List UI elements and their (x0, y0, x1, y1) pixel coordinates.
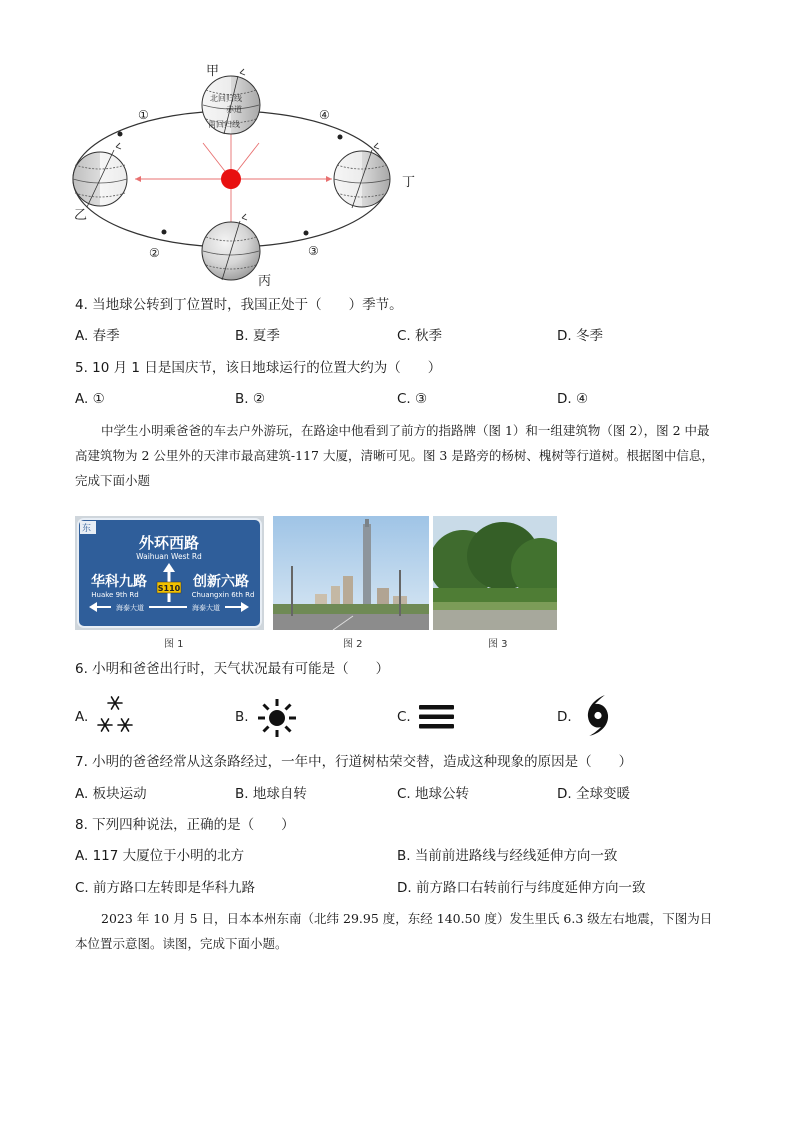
sign-bottom-left: 海泰大道 (116, 604, 144, 612)
q8-option-c[interactable]: C. 前方路口左转即是华科九路 (75, 880, 256, 896)
q7-option-c[interactable]: C. 地球公转 (397, 786, 470, 802)
q5-option-b[interactable]: B. ② (235, 391, 265, 407)
q7-option-b[interactable]: B. 地球自转 (235, 786, 307, 802)
earth-yi (73, 143, 127, 207)
sign-bottom-right: 海泰大道 (192, 604, 220, 612)
equator-label: 赤道 (226, 105, 242, 114)
south-tropic-label: 南回归线 (208, 120, 240, 129)
position-4: ④ (319, 108, 330, 122)
label-yi: 乙 (74, 208, 88, 223)
q6-option-b[interactable]: B. (235, 709, 249, 725)
typhoon-icon (583, 693, 613, 737)
label-ding: 丁 (402, 175, 416, 190)
figure-3-caption: 图 3 (488, 639, 508, 650)
label-bing: 丙 (258, 274, 272, 289)
figure-3-trees-photo (433, 516, 557, 630)
sun (221, 169, 241, 189)
q4-option-d[interactable]: D. 冬季 (557, 328, 603, 344)
question-7-stem: 7. 小明的爸爸经常从这条路经过，一年中，行道树枯荣交替，造成这种现象的原因是（ ） (75, 754, 633, 770)
q4-option-a[interactable]: A. 春季 (75, 328, 120, 344)
q5-option-c[interactable]: C. ③ (397, 391, 428, 407)
north-tropic-label: 北回归线 (210, 94, 242, 103)
sign-right-en: Chuangxin 6th Rd (191, 591, 255, 599)
sign-top-cn: 外环西路 (138, 534, 200, 552)
q5-option-a[interactable]: A. ① (75, 391, 105, 407)
sign-route-number: S110 (157, 584, 181, 593)
q6-option-c[interactable]: C. (397, 709, 411, 725)
sign-left-en: Huake 9th Rd (91, 591, 139, 599)
intro-paragraph-1: 中学生小明乘爸爸的车去户外游玩，在路途中他看到了前方的指路牌（图 1）和一组建筑物（图 2），图 2 中最高建筑物为 2 公里外的天津市最高建筑-117 大厦，清晰可见。图 3 是路旁的杨树、槐树等行道树。根据图中信息，完成下面小题 (75, 423, 714, 488)
label-jia: 甲 (206, 64, 220, 79)
sign-corner-text: 东 (82, 524, 92, 534)
q8-option-a[interactable]: A. 117 大厦位于小明的北方 (75, 848, 245, 864)
earth-orbit-diagram (60, 55, 440, 290)
snow-icon (93, 694, 137, 736)
earth-ding (334, 143, 390, 208)
sign-right-cn: 创新六路 (193, 574, 249, 590)
question-8-stem: 8. 下列四种说法，正确的是（ ） (75, 817, 295, 833)
position-2: ② (149, 246, 160, 260)
figure-1-road-sign (75, 516, 264, 630)
sign-top-en: Waihuan West Rd (136, 552, 202, 561)
question-4-stem: 4. 当地球公转到丁位置时，我国正处于（ ）季节。 (75, 297, 403, 313)
position-3: ③ (308, 244, 319, 258)
figure-2-skyline-photo (273, 516, 429, 630)
q7-option-a[interactable]: A. 板块运动 (75, 786, 147, 802)
q7-option-d[interactable]: D. 全球变暖 (557, 786, 630, 802)
q8-option-d[interactable]: D. 前方路口右转前行与纬度延伸方向一致 (397, 880, 646, 896)
q6-option-a[interactable]: A. (75, 709, 89, 725)
question-5-stem: 5. 10 月 1 日是国庆节，该日地球运行的位置大约为（ ） (75, 360, 442, 376)
q4-option-c[interactable]: C. 秋季 (397, 328, 443, 344)
q8-option-b[interactable]: B. 当前前进路线与经线延伸方向一致 (397, 848, 618, 864)
q6-option-d[interactable]: D. (557, 709, 572, 725)
sign-left-cn: 华科九路 (91, 574, 147, 590)
position-1: ① (138, 108, 149, 122)
question-6-stem: 6. 小明和爸爸出行时，天气状况最有可能是（ ） (75, 661, 390, 677)
q5-option-d[interactable]: D. ④ (557, 391, 589, 407)
sunny-icon (256, 697, 298, 739)
intro-paragraph-2: 2023 年 10 月 5 日，日本本州东南（北纬 29.95 度，东经 140.50 度）发生里氏 6.3 级左右地震，下图为日本位置示意图。读图，完成下面小题。 (75, 911, 713, 951)
earth-bing (202, 214, 260, 280)
figure-1-caption: 图 1 (164, 639, 184, 650)
fog-icon (418, 702, 456, 732)
q4-option-b[interactable]: B. 夏季 (235, 328, 280, 344)
figure-2-caption: 图 2 (343, 639, 363, 650)
